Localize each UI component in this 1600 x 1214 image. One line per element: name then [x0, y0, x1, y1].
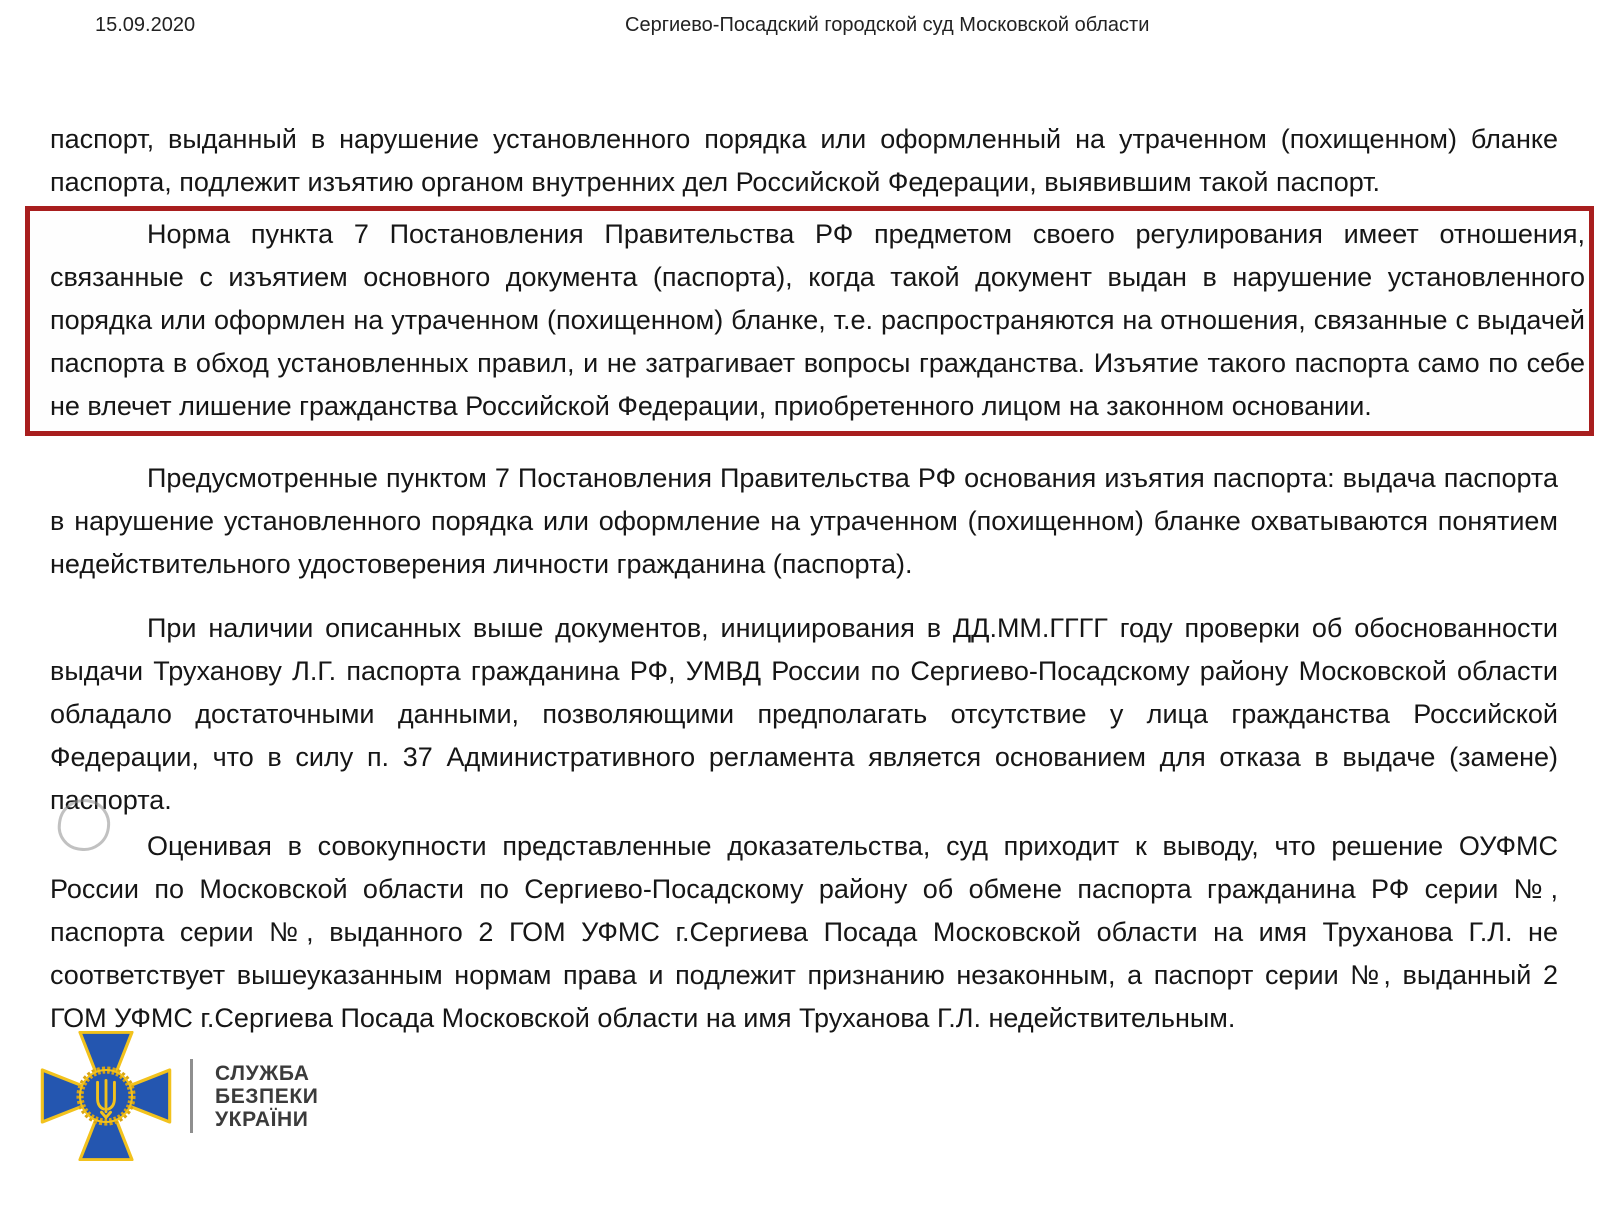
sbu-logo-text-line: БЕЗПЕКИ [215, 1084, 319, 1108]
paragraph-with-artifact [0, 825, 1600, 1040]
court-name: Сергиево-Посадский городской суд Московской области [625, 14, 1150, 36]
paragraph: Оценивая в совокупности представленные доказательства, суд приходит к выводу, что решение ОУФМС России по Московской области по Сергиево-Посадскому району об обмене паспорта гражданина РФ серии №, паспорта серии №, выданного 2 ГОМ УФМС г.Сергиева Посада Московской области на имя Труханова Г.Л. не соответствует вышеуказанным нормам права и подлежит признанию незаконным, а паспорт серии №, выданный 2 ГОМ УФМС г.Сергиева Посада Московской области на имя Труханова Г.Л. недействительным. [50, 831, 1558, 1033]
highlighted-paragraph: Норма пункта 7 Постановления Правительства РФ предметом своего регулирования имеет отношения, связанные с изъятием основного документа (паспорта), когда такой документ выдан в нарушение установленного порядка или оформлен на утраченном (похищенном) бланке, т.е. распространяются на отношения, связанные с выдачей паспорта в обход установленных правил, и не затрагивает вопросы гражданства. Изъятие такого паспорта само по себе не влечет лишение гражданства Российской Федерации, приобретенного лицом на законном основании. [50, 219, 1585, 421]
highlighted-paragraph-box [25, 206, 1594, 436]
sbu-logo-text [215, 1062, 318, 1131]
document-header [0, 0, 1600, 46]
document-date: 15.09.2020 [95, 14, 196, 36]
sbu-logo-text-line: УКРАЇНИ [215, 1107, 309, 1131]
sbu-logo-text-line: СЛУЖБА [215, 1061, 310, 1085]
paragraph-continuation: паспорт, выданный в нарушение установленного порядка или оформленный на утраченном (похищенном) бланке паспорта, подлежит изъятию органом внутренних дел Российской Федерации, выявившим такой паспорт. [50, 124, 1558, 197]
paragraph: При наличии описанных выше документов, инициирования в ДД.ММ.ГГГГ году проверки об обоснованности выдачи Труханову Л.Г. паспорта гражданина РФ, УМВД России по Сергиево-Посадскому району Московской области обладало достаточными данными, позволяющими предполагать отсутствие у лица гражданства Российской Федерации, что в силу п. 37 Административного регламента является основанием для отказа в выдаче (замене) паспорта. [50, 613, 1558, 815]
paragraph: Предусмотренные пунктом 7 Постановления Правительства РФ основания изъятия паспорта: выдача паспорта в нарушение установленного порядка или оформление на утраченном (похищенном) бланке охватываются понятием недействительного удостоверения личности гражданина (паспорта). [50, 463, 1558, 579]
sbu-emblem-icon [40, 1031, 172, 1161]
logo-divider [190, 1059, 193, 1133]
sbu-watermark-logo [40, 1026, 1600, 1166]
